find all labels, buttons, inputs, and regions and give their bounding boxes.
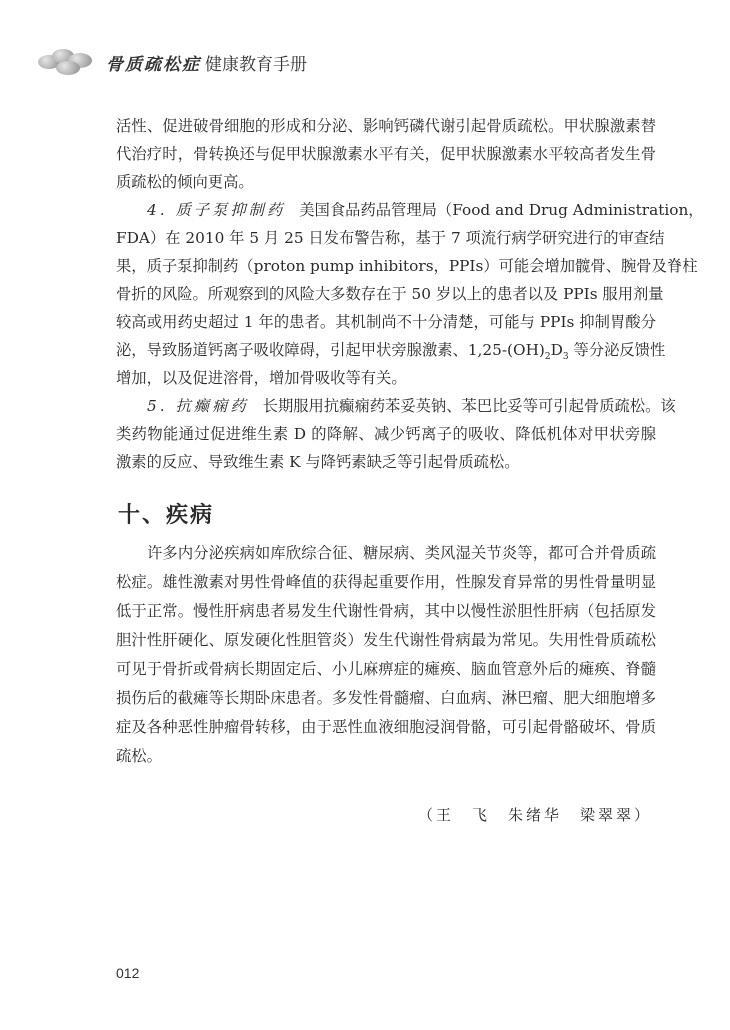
text-span: D (550, 341, 563, 359)
text-line: 胆汁性肝硬化、原发硬化性胆管炎）发生代谢性骨病最为常见。失用性骨质疏松 (116, 631, 656, 649)
text-line: 损伤后的截瘫等长期卧床患者。多发性骨髓瘤、白血病、淋巴瘤、肥大细胞增多 (116, 689, 656, 707)
text-line: 果，质子泵抑制药（proton pump inhibitors，PPIs）可能会增加髋骨、腕骨及脊柱 (116, 257, 698, 275)
text-line: 疏松。 (116, 747, 162, 765)
text-line: 症及各种恶性肿瘤骨转移，由于恶性血液细胞浸润骨骼，可引起骨骼破坏、骨质 (116, 718, 656, 736)
subscript: 3 (562, 352, 569, 363)
text-line: 质疏松的倾向更高。 (116, 173, 254, 191)
item-5-heading: 5. 抗癫痫药 (147, 397, 249, 415)
subscript: 2 (544, 352, 551, 363)
formula-line (116, 336, 666, 364)
text-span: 长期服用抗癫痫药苯妥英钠、苯巴比妥等可引起骨质疏松。该 (262, 397, 676, 415)
section-2-body (116, 539, 656, 771)
text-line: 活性、促进破骨细胞的形成和分泌、影响钙磷代谢引起骨质疏松。甲状腺激素替 (116, 117, 656, 135)
item-4-heading: 4. 质子泵抑制药 (147, 201, 286, 219)
text-line: 许多内分泌疾病如库欣综合征、糖尿病、类风湿关节炎等，都可合并骨质疏 (147, 544, 656, 562)
series-title: 骨质疏松症 (106, 54, 201, 75)
text-line: 较高或用药史超过 1 年的患者。其机制尚不十分清楚，可能与 PPIs 抑制胃酸分 (116, 313, 656, 331)
text-line: 激素的反应、导致维生素 K 与降钙素缺乏等引起骨质疏松。 (116, 453, 520, 471)
section-1-body (116, 112, 704, 476)
text-line: 类药物能通过促进维生素 D 的降解、减少钙离子的吸收、降低机体对甲状旁腺 (116, 425, 656, 443)
running-header (38, 46, 307, 78)
item-4-first-line (116, 196, 704, 224)
text-span: 泌，导致肠道钙离子吸收障碍，引起甲状旁腺激素、1,25-(OH) (116, 341, 545, 359)
author-signature: （王 飞 朱绪华 梁翠翠） (417, 806, 652, 824)
page-number: 012 (116, 965, 140, 981)
bone-logo-icon (38, 47, 96, 77)
book-title: 健康教育手册 (205, 54, 307, 75)
text-span: 美国食品药品管理局（Food and Drug Administration， (299, 201, 704, 219)
text-span: 等分泌反馈性 (568, 341, 666, 359)
text-line: FDA）在 2010 年 5 月 25 日发布警告称，基于 7 项流行病学研究进行的审查结 (116, 229, 665, 247)
text-line: 增加，以及促进溶骨，增加骨吸收等有关。 (116, 369, 407, 387)
text-line: 松症。雄性激素对男性骨峰值的获得起重要作用，性腺发育异常的男性骨量明显 (116, 573, 656, 591)
text-line: 骨折的风险。所观察到的风险大多数存在于 50 岁以上的患者以及 PPIs 服用剂量 (116, 285, 664, 303)
text-line: 可见于骨折或骨病长期固定后、小儿麻痹症的瘫痪、脑血管意外后的瘫痪、脊髓 (116, 660, 656, 678)
section-heading: 十、疾病 (118, 502, 215, 528)
text-line: 代治疗时，骨转换还与促甲状腺激素水平有关，促甲状腺激素水平较高者发生骨 (116, 145, 656, 163)
text-line: 低于正常。慢性肝病患者易发生代谢性骨病，其中以慢性淤胆性肝病（包括原发 (116, 602, 656, 620)
item-5-first-line (116, 392, 676, 420)
header-title (106, 50, 307, 75)
